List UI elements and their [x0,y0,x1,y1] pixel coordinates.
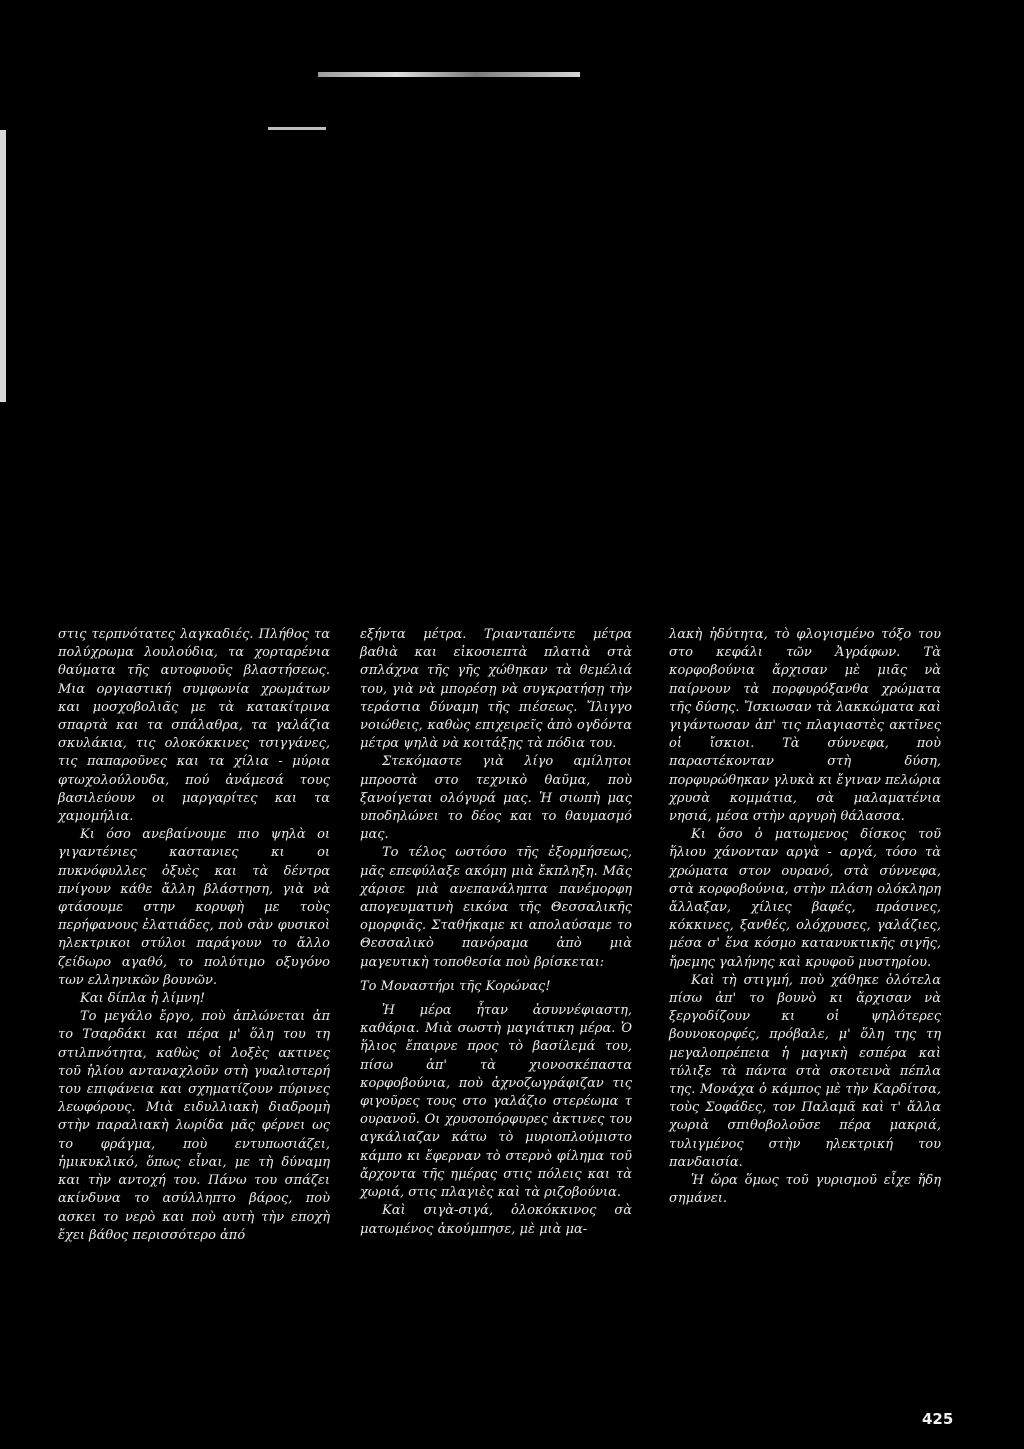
section-heading: Το Μοναστήρι τῆς Κορώνας! [360,978,551,994]
photo-area [0,0,1024,600]
paragraph: λακὴ ἡδύτητα, τὸ φλογισμένο τόξο του στο κεφάλι τῶν Ἀγράφων. Τὰ κορφοβούνια ἄρχισαν μὲ μιᾶς νὰ παίρνουν τὰ πορφυρόξανθα χρώματα τῆς δύσης. Ἴσκιωσαν τὰ λακκώματα καὶ γιγάντωσαν ἀπ' τις πλαγιαστὲς ακτῖνες οἱ ἴσκιοι. Τὰ σύννεφα, ποὺ παραστέκονταν στὴ δύση, πορφυρώθηκαν γλυκὰ κι ἔγιναν πελώρια χρυσὰ κομμάτια, σὰ μαλαματένια νησιά, μέσα στὴν αργυρὴ θάλασσα. [669,627,941,825]
paragraph: Ἡ μέρα ἦταν ἀσυννέφιαστη, καθάρια. Μιὰ σωστὴ μαγιάτικη μέρα. Ὁ ἥλιος ἔπαιρνε προς τὸ βασίλεμά του, πίσω ἀπ' τὰ χιονοσκέπαστα κορφοβούνια, ποὺ ἀχνοζωγράφιζαν τις φιγοῦρες τους στο γαλάζιο στερέωμα τ ουρανοῦ. Οι χρυσοπόρφυρες ἀκτινες του αγκάλιαζαν κάτω τὸ μυριοπλούμιστο κάμπο κι ἔφερναν τὸ στερνὸ φίλημα τοῦ ἄρχοντα τῆς ημέρας στις πόλεις και τὰ χωριά, στις πλαγιὲς καὶ τὰ ριζοβούνια. [360,1003,632,1201]
paragraph: Το τέλος ωστόσο τῆς ἐξορμήσεως, μᾶς επεφύλαξε ακόμη μιὰ ἔκπληξη. Μᾶς χάρισε μιὰ ανεπανάληπτα πανέμορφη απογευματινὴ εικόνα τῆς Θεσσαλικῆς ομορφιᾶς. Σταθήκαμε κι απολαύσαμε το Θεσσαλικὸ πανόραμα ἀπὸ μιὰ μαγευτικὴ τοποθεσία ποὺ βρίσκεται: [360,845,632,970]
text-column-2 [360,626,632,1239]
paragraph: Και δίπλα ἡ λίμνη! [80,991,205,1007]
paragraph: Καὶ τὴ στιγμή, ποὺ χάθηκε ὁλότελα πίσω ἀπ' το βουνὸ κι ἄρχισαν νὰ ξεργοδίζουν κι οἱ ψηλότερες βουνοκορφές, πρόβαλε, μ' ὅλη της τη μεγαλοπρέπεια ἡ μαγικὴ εσπέρα καὶ τύλιξε τὰ πάντα στὰ σκοτεινὰ πέπλα της. Μονάχα ὁ κάμπος μὲ τὴν Καρδίτσα, τοὺς Σοφάδες, τον Παλαμᾶ καὶ τ' ἄλλα χωριὰ σπιθοβολοῦσε πέρα μακριά, τυλιγμένος στὴν ηλεκτρική του πανδαισία. [669,972,941,1170]
paragraph: Κι ὅσο ὁ ματωμενος δίσκος τοῦ ἥλιου χάνονταν αργὰ - αργά, τόσο τὰ χρώματα στον ουρανό, στὰ σύννεφα, στὰ κορφοβούνια, στὴν πλάση ολόκληρη ἄλλαξαν, χίλιες βαφές, πράσινες, κόκκινες, ξανθές, ολόχρυσες, γαλάζιες, μέσα σ' ἕνα κόσμο κατανυκτικῆς σιγῆς, ἤρεμης γαλήνης καὶ κρυφοῦ μυστηρίου. [669,827,941,970]
scan-artifact-top [318,72,580,77]
paragraph: Το μεγάλο ἔργο, ποὺ ἁπλώνεται ἀπ το Τσαρδάκι και πέρα μ' ὅλη του τη στιλπνότητα, καθὼς οἱ λοξὲς ακτινες τοῦ ἡλίου ανταναχλοῦν στὴ γυαλιστερή του επιφάνεια και σχηματίζουν πύρινες λεωφόρους. Μιὰ ειδυλλιακὴ διαδρομὴ στὴν παραλιακὴ λωρίδα μᾶς φέρνει ως το φράγμα, ποὺ εντυπωσιάζει, ἡμικυκλικό, ὅπως εἶναι, με τὴ δύναμη και τὴν αντοχή του. Πάνω του σπάζει ακίνδυνα το ασύλληπτο βάρος, ποὺ ασκει το νερὸ και ποὺ αυτὴ τὴν εποχὴ ἔχει βάθος περισσότερο ἀπό [58,1009,330,1243]
scan-artifact-mid [268,127,326,130]
text-column-1 [58,626,330,1245]
paragraph: στις τερπνότατες λαγκαδιές. Πλήθος τα πολύχρωμα λουλούδια, τα χορταρένια θαύματα τῆς αυτοφυοῦς βλαστήσεως. Μια οργιαστική συμφωνία χρωμάτων και μοσχοβολιᾶς με τὰ κατακίτρινα σπαρτὰ και τα σπάλαθρα, τα γαλάζια σκυλάκια, τις ολοκόκκινες τσιγγάνες, τις παπαροῦνες και τα χίλια - μύρια φτωχολούλουδα, πού ἀνάμεσά τους βασιλεύουν οι μαργαρίτες και τα χαμομήλια. [58,627,330,825]
text-column-3 [669,626,941,1209]
paragraph: Στεκόμαστε γιὰ λίγο αμίλητοι μπροστὰ στο τεχνικὸ θαῦμα, ποὺ ξανοίγεται ολόγυρά μας. Ἡ σιωπὴ μας υποδηλώνει το δέος και το θαυμασμό μας. [360,754,632,843]
paragraph: Κι όσο ανεβαίνουμε πιο ψηλὰ οι γιγαντένιες καστανιες κι οι πυκνόφυλλες ὀξυὲς και τὰ δέντρα πνίγουν κάθε ἄλλη βλάστηση, γιὰ νὰ φτάσουμε στην κορυφὴ με τοὺς περήφανους ἐλατιάδες, ποὺ σὰν φυσικοὶ ηλεκτρικοι στύλοι παράγουν το ἄλλο ζείδωρο αγαθό, το πολύτιμο οξυγόνο των ελληνικῶν βουνῶν. [58,827,330,988]
paragraph: Ἡ ὥρα ὅμως τοῦ γυρισμοῦ εἶχε ἤδη σημάνει. [669,1173,941,1207]
page-number: 425 [922,1410,954,1428]
paragraph: Καὶ σιγὰ-σιγά, ὁλοκόκκινος σὰ ματωμένος ἀκούμπησε, μὲ μιὰ μα- [360,1203,632,1237]
scan-artifact-edge [0,130,6,402]
paragraph: εξήντα μέτρα. Τριανταπέντε μέτρα βαθιὰ και εἰκοσιεπτὰ πλατιὰ στὰ σπλάχνα τῆς γῆς χώθηκαν τὰ θεμέλιά του, γιὰ νὰ μπορέσῃ νὰ συγκρατήσῃ τὴν τεράστια δύναμη τῆς πιέσεως. Ἴλιγγο νοιώθεις, καθὼς επιχειρεῖς ἀπὸ ογδόντα μέτρα ψηλὰ νὰ κοιτάξῃς τὰ πόδια του. [360,627,632,752]
